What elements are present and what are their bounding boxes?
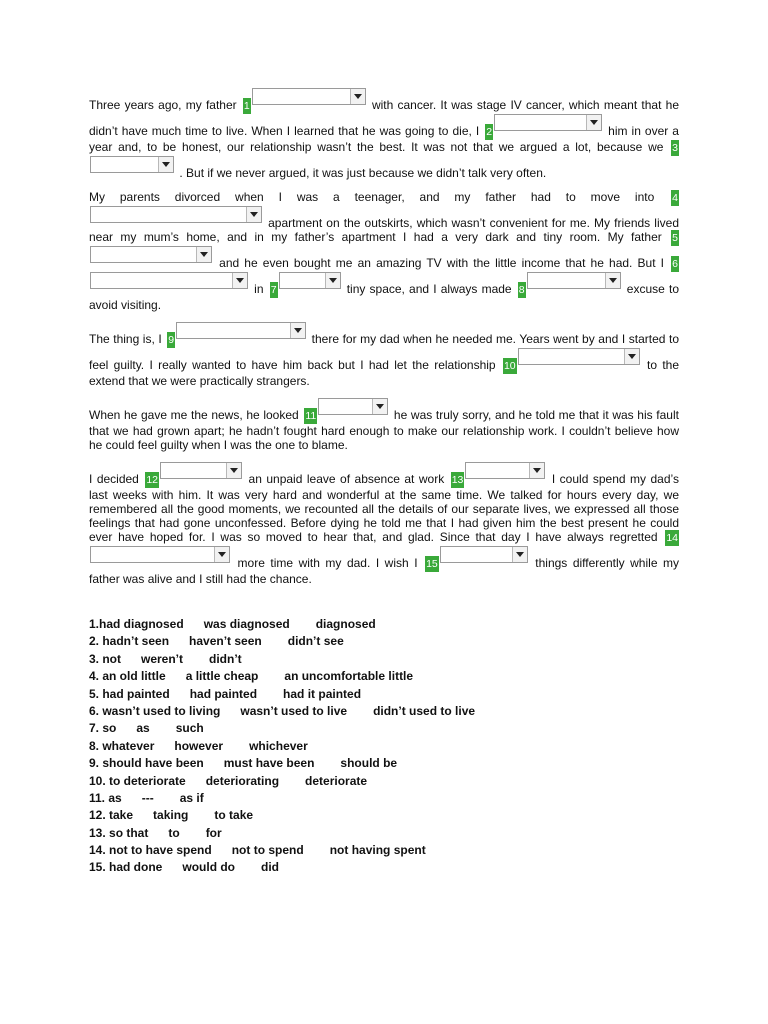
option-row	[89, 703, 501, 720]
chevron-down-icon[interactable]	[624, 349, 639, 364]
paragraph	[89, 322, 679, 388]
option-choice: not to spend	[231, 843, 304, 858]
option-choice: whichever	[249, 738, 308, 753]
option-choice: 2. hadn’t seen	[89, 634, 170, 649]
option-choice: not having spent	[329, 843, 426, 858]
option-choice: 11. as	[89, 790, 122, 805]
paragraph-text: When he gave me the news, he looked	[89, 408, 299, 422]
chevron-down-icon[interactable]	[586, 115, 601, 130]
paragraph-text: excuse to avoid visiting.	[89, 282, 679, 312]
paragraph-text: to the extend that we were practically strangers.	[89, 358, 680, 388]
option-choice: had painted	[189, 686, 258, 701]
option-choice: an uncomfortable little	[284, 669, 414, 684]
gap-number-badge: 12	[146, 474, 159, 486]
gap-6-dropdown[interactable]	[90, 272, 248, 289]
option-row	[89, 842, 501, 859]
gap-2-dropdown[interactable]	[494, 114, 602, 131]
option-choice: had it painted	[283, 686, 362, 701]
option-choice: deteriorate	[305, 773, 368, 788]
option-choice: such	[175, 721, 204, 736]
option-choice: to take	[214, 808, 254, 823]
option-choice: 14. not to have spend	[89, 843, 212, 858]
gap-11-dropdown[interactable]	[318, 398, 388, 415]
option-choice: 7. so	[89, 721, 117, 736]
option-row	[89, 686, 501, 703]
chevron-down-icon[interactable]	[512, 547, 527, 562]
option-row	[89, 720, 501, 737]
option-choice: as	[136, 721, 150, 736]
option-choice: as if	[179, 790, 204, 805]
gap-number-badge: 1	[243, 100, 250, 112]
gap-3-dropdown[interactable]	[90, 156, 174, 173]
option-choice: was diagnosed	[203, 617, 290, 631]
option-row	[89, 633, 501, 650]
gap-15-dropdown[interactable]	[440, 546, 528, 563]
paragraph	[89, 462, 679, 586]
gap-number-badge: 13	[451, 474, 464, 486]
paragraph-text: I could spend my dad’s last weeks with him. It was very hard and wonderful at the same time. We talked for hours every day, we remembered all the good moments, we recounted all the details of our separate lives, we expressed all those feelings that had gone unconfessed. Before dying he told me that I had given him the best present he could ever have hoped for. I was so moved to hear that, and glad. Since that day I have always regretted	[89, 472, 679, 544]
option-choice: 10. to deteriorate	[89, 773, 186, 788]
paragraph	[89, 88, 679, 180]
gap-4-dropdown[interactable]	[90, 206, 262, 223]
option-choice: didn’t used to live	[373, 703, 476, 718]
option-choice: 8. whatever	[89, 738, 155, 753]
option-choice: ---	[141, 790, 154, 805]
chevron-down-icon[interactable]	[372, 399, 387, 414]
chevron-down-icon[interactable]	[529, 463, 544, 478]
option-choice: would do	[182, 860, 236, 875]
gap-8-dropdown[interactable]	[527, 272, 621, 289]
paragraph-text: in	[254, 282, 264, 296]
option-choice: wasn’t used to live	[240, 703, 348, 718]
gap-number-badge: 2	[486, 126, 493, 138]
chevron-down-icon[interactable]	[214, 547, 229, 562]
option-row	[89, 825, 501, 842]
option-choice: 9. should have been	[89, 756, 204, 771]
chevron-down-icon[interactable]	[246, 207, 261, 222]
paragraph-text: I decided	[89, 472, 139, 486]
option-choice: 13. so that	[89, 825, 149, 840]
gap-7-dropdown[interactable]	[279, 272, 341, 289]
paragraph-text: he was truly sorry, and he told me that it was his fault that we had grown apart; he hadn’t fought hard enough to make our relationship work. I couldn’t believe how he could feel guilty when I was the one to blame.	[89, 408, 679, 452]
option-choice: 3. not	[89, 651, 121, 666]
gap-number-badge: 10	[503, 360, 516, 372]
paragraph-text: and he even bought me an amazing TV with the little income that he had. But I	[219, 256, 664, 270]
gap-number-badge: 9	[168, 334, 175, 346]
option-row	[89, 755, 501, 772]
gap-number-badge: 8	[518, 284, 525, 296]
option-choice: didn’t	[209, 651, 242, 666]
paragraph-text: apartment on the outskirts, which wasn’t convenient for me. My friends lived near my mum’s home, and in my father’s apartment I had a very dark and tiny room. My father	[89, 216, 679, 244]
option-choice: deteriorating	[205, 773, 280, 788]
chevron-down-icon[interactable]	[325, 273, 340, 288]
gap-12-dropdown[interactable]	[160, 462, 242, 479]
paragraph-text: things differently while my father was alive and I still had the chance.	[89, 556, 680, 586]
option-row	[89, 859, 501, 876]
paragraph-text: more time with my dad. I wish I	[237, 556, 418, 570]
option-choice: 6. wasn’t used to living	[89, 703, 221, 718]
chevron-down-icon[interactable]	[232, 273, 247, 288]
option-choice: 1.had diagnosed	[89, 617, 184, 631]
chevron-down-icon[interactable]	[605, 273, 620, 288]
option-row	[89, 616, 501, 633]
option-choice: to	[168, 825, 180, 840]
paragraph-text: The thing is, I	[89, 332, 162, 346]
option-choice: 5. had painted	[89, 686, 170, 701]
option-choice: however	[174, 738, 224, 753]
paragraph-text: . But if we never argued, it was just because we didn’t talk very often.	[179, 166, 547, 180]
option-choice: 12. take	[89, 808, 134, 823]
option-choice: did	[261, 860, 280, 875]
answer-options	[89, 616, 501, 877]
gap-number-badge: 4	[672, 192, 678, 204]
option-row	[89, 668, 501, 685]
gap-number-badge: 7	[270, 284, 277, 296]
gap-9-dropdown[interactable]	[176, 322, 306, 339]
paragraph-text: an unpaid leave of absence at work	[248, 472, 445, 486]
option-choice: 4. an old little	[89, 669, 166, 684]
paragraph-text: him in over a year and, to be honest, our relationship wasn’t the best. It was not that we argued a lot, because we	[89, 124, 679, 154]
paragraph	[89, 190, 679, 312]
exercise-text	[89, 88, 679, 596]
option-choice: didn’t see	[287, 634, 344, 649]
option-row	[89, 651, 501, 668]
option-row	[89, 738, 501, 755]
chevron-down-icon[interactable]	[158, 157, 173, 172]
paragraph	[89, 398, 679, 452]
gap-number-badge: 15	[426, 558, 438, 570]
chevron-down-icon[interactable]	[196, 247, 211, 262]
paragraph-text: Three years ago, my father	[89, 98, 237, 112]
gap-number-badge: 6	[672, 258, 678, 270]
paragraph-text: tiny space, and I always made	[346, 282, 512, 296]
option-choice: must have been	[223, 756, 315, 771]
option-choice: should be	[340, 756, 398, 771]
option-choice: haven’t seen	[189, 634, 262, 649]
paragraph-text: with cancer. It was stage IV cancer, which meant that he didn’t have much time to live. When I learned that he was going to die, I	[89, 98, 679, 138]
option-choice: taking	[153, 808, 189, 823]
option-choice: for	[205, 825, 222, 840]
option-choice: weren’t	[141, 651, 184, 666]
option-row	[89, 773, 501, 790]
option-row	[89, 807, 501, 824]
paragraph-text: My parents divorced when I was a teenager, and my father had to move into	[89, 190, 655, 204]
chevron-down-icon[interactable]	[290, 323, 305, 338]
gap-number-badge: 5	[672, 232, 678, 244]
option-choice: diagnosed	[315, 617, 376, 631]
option-choice: 15. had done	[89, 860, 163, 875]
option-choice: a little cheap	[185, 669, 259, 684]
gap-number-badge: 11	[305, 410, 317, 422]
option-row	[89, 790, 501, 807]
gap-5-dropdown[interactable]	[90, 246, 212, 263]
chevron-down-icon[interactable]	[226, 463, 241, 478]
chevron-down-icon[interactable]	[350, 89, 365, 104]
gap-1-dropdown[interactable]	[252, 88, 366, 105]
gap-14-dropdown[interactable]	[90, 546, 230, 563]
gap-number-badge: 3	[672, 142, 678, 154]
gap-10-dropdown[interactable]	[518, 348, 640, 365]
paragraph-text: there for my dad when he needed me. Years went by and I started to feel guilty. I really wanted to have him back but I had let the relationship	[89, 332, 679, 372]
gap-number-badge: 14	[666, 532, 678, 544]
gap-13-dropdown[interactable]	[465, 462, 545, 479]
